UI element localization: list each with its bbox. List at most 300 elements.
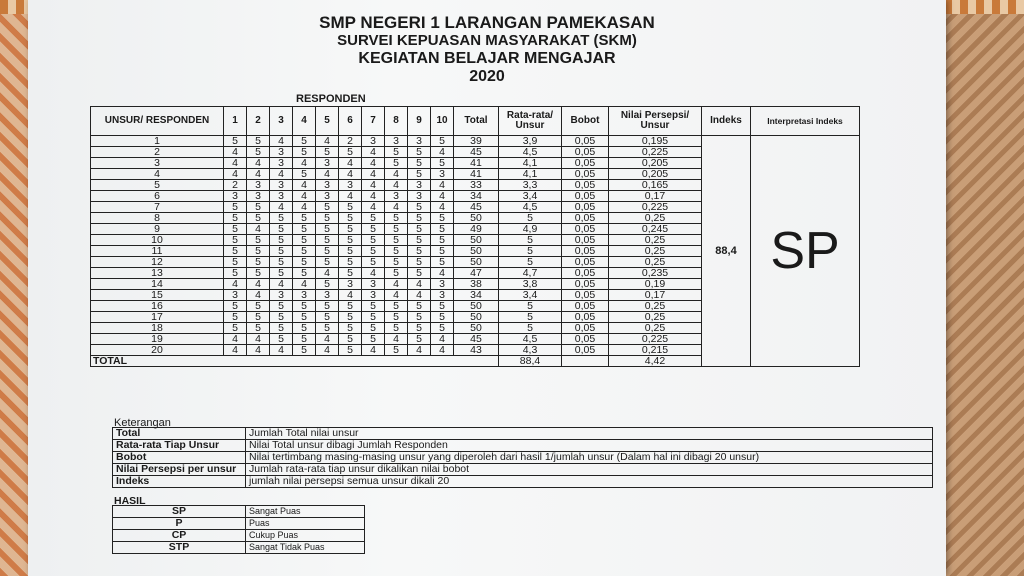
unsur-cell: 10 (91, 235, 224, 246)
score-cell: 4 (247, 158, 270, 169)
score-cell: 5 (408, 257, 431, 268)
score-cell: 3 (362, 290, 385, 301)
score-cell: 4 (385, 279, 408, 290)
indeks-value: 88,4 (702, 136, 751, 367)
total-cell: 45 (454, 334, 499, 345)
unsur-cell: 1 (91, 136, 224, 147)
interpretasi-value: SP (751, 136, 860, 367)
total-cell: 43 (454, 345, 499, 356)
score-cell: 5 (385, 301, 408, 312)
score-cell: 4 (431, 268, 454, 279)
score-cell: 5 (431, 257, 454, 268)
score-cell: 5 (339, 334, 362, 345)
bobot-cell: 0,05 (562, 268, 609, 279)
col-responden-4: 4 (293, 107, 316, 136)
score-cell: 3 (270, 290, 293, 301)
score-cell: 4 (385, 180, 408, 191)
bobot-cell: 0,05 (562, 213, 609, 224)
unsur-cell: 4 (91, 169, 224, 180)
keterangan-title: Keterangan (114, 417, 171, 429)
score-cell: 3 (316, 180, 339, 191)
bobot-cell: 0,05 (562, 312, 609, 323)
score-cell: 4 (316, 345, 339, 356)
score-cell: 5 (247, 235, 270, 246)
score-cell: 5 (362, 312, 385, 323)
score-cell: 3 (408, 136, 431, 147)
score-cell: 5 (385, 158, 408, 169)
score-cell: 5 (247, 257, 270, 268)
keterangan-key: Rata-rata Tiap Unsur (113, 440, 246, 452)
rata-cell: 4,5 (499, 147, 562, 158)
bobot-cell: 0,05 (562, 279, 609, 290)
score-cell: 4 (385, 202, 408, 213)
score-cell: 5 (362, 323, 385, 334)
score-cell: 5 (385, 224, 408, 235)
score-cell: 4 (408, 290, 431, 301)
score-cell: 5 (431, 235, 454, 246)
keterangan-row (113, 464, 933, 476)
col-interpretasi: Interpretasi Indeks (751, 107, 860, 136)
score-cell: 5 (316, 279, 339, 290)
bobot-cell: 0,05 (562, 147, 609, 158)
score-cell: 4 (385, 290, 408, 301)
score-cell: 5 (408, 169, 431, 180)
score-cell: 5 (247, 147, 270, 158)
score-cell: 5 (293, 345, 316, 356)
bobot-cell: 0,05 (562, 257, 609, 268)
score-cell: 4 (247, 169, 270, 180)
bobot-cell: 0,05 (562, 224, 609, 235)
score-cell: 5 (247, 246, 270, 257)
score-cell: 5 (316, 312, 339, 323)
nilai-cell: 0,225 (609, 334, 702, 345)
nilai-cell: 0,215 (609, 345, 702, 356)
score-cell: 4 (362, 345, 385, 356)
keterangan-row (113, 476, 933, 488)
responden-label: RESPONDEN (296, 93, 366, 105)
score-cell: 5 (408, 202, 431, 213)
nilai-cell: 0,225 (609, 202, 702, 213)
col-responden-9: 9 (408, 107, 431, 136)
score-cell: 5 (385, 345, 408, 356)
bobot-cell: 0,05 (562, 334, 609, 345)
table-header-row (91, 107, 860, 136)
total-cell: 50 (454, 213, 499, 224)
score-cell: 4 (362, 180, 385, 191)
score-cell: 5 (247, 323, 270, 334)
score-cell: 3 (339, 180, 362, 191)
col-nilai: Nilai Persepsi/ Unsur (609, 107, 702, 136)
score-cell: 4 (316, 169, 339, 180)
score-cell: 5 (408, 301, 431, 312)
bobot-cell: 0,05 (562, 235, 609, 246)
score-cell: 3 (431, 169, 454, 180)
table-row (91, 136, 860, 147)
score-cell: 4 (293, 279, 316, 290)
score-cell: 5 (408, 312, 431, 323)
hasil-row (113, 518, 365, 530)
score-cell: 5 (316, 213, 339, 224)
bobot-cell: 0,05 (562, 301, 609, 312)
keterangan-row (113, 440, 933, 452)
score-cell: 4 (224, 279, 247, 290)
score-cell: 5 (385, 246, 408, 257)
score-cell: 5 (339, 268, 362, 279)
score-cell: 4 (431, 180, 454, 191)
score-cell: 5 (362, 213, 385, 224)
bobot-cell: 0,05 (562, 345, 609, 356)
total-cell: 50 (454, 257, 499, 268)
score-cell: 5 (270, 213, 293, 224)
total-cell: 50 (454, 235, 499, 246)
score-cell: 4 (339, 290, 362, 301)
score-cell: 5 (224, 224, 247, 235)
score-cell: 4 (224, 169, 247, 180)
total-rata: 88,4 (499, 356, 562, 367)
total-cell: 50 (454, 246, 499, 257)
score-cell: 2 (339, 136, 362, 147)
score-cell: 3 (339, 279, 362, 290)
score-cell: 3 (247, 180, 270, 191)
score-cell: 5 (339, 246, 362, 257)
table-body (91, 136, 860, 367)
survey-title: SURVEI KEPUASAN MASYARAKAT (SKM) (337, 32, 637, 49)
unsur-cell: 8 (91, 213, 224, 224)
unsur-cell: 5 (91, 180, 224, 191)
nilai-cell: 0,25 (609, 312, 702, 323)
nilai-cell: 0,17 (609, 191, 702, 202)
col-rata: Rata-rata/ Unsur (499, 107, 562, 136)
score-cell: 5 (408, 323, 431, 334)
bobot-cell: 0,05 (562, 191, 609, 202)
score-cell: 3 (270, 191, 293, 202)
score-cell: 5 (316, 323, 339, 334)
score-cell: 5 (293, 268, 316, 279)
col-responden-3: 3 (270, 107, 293, 136)
score-cell: 5 (316, 202, 339, 213)
score-cell: 4 (362, 169, 385, 180)
score-cell: 4 (362, 191, 385, 202)
total-bobot-empty (562, 356, 609, 367)
col-responden-7: 7 (362, 107, 385, 136)
nilai-cell: 0,25 (609, 257, 702, 268)
score-cell: 5 (247, 268, 270, 279)
score-cell: 4 (270, 202, 293, 213)
score-cell: 5 (293, 334, 316, 345)
score-cell: 3 (362, 279, 385, 290)
keterangan-value: Jumlah rata-rata tiap unsur dikalikan nilai bobot (246, 464, 933, 476)
hasil-desc: Sangat Tidak Puas (246, 542, 365, 554)
score-cell: 5 (247, 202, 270, 213)
total-cell: 50 (454, 323, 499, 334)
hasil-code: P (113, 518, 246, 530)
rata-cell: 5 (499, 301, 562, 312)
bobot-cell: 0,05 (562, 323, 609, 334)
score-cell: 4 (293, 180, 316, 191)
score-cell: 5 (362, 246, 385, 257)
score-cell: 5 (247, 301, 270, 312)
total-cell: 49 (454, 224, 499, 235)
total-cell: 34 (454, 290, 499, 301)
score-cell: 5 (316, 257, 339, 268)
total-nilai: 4,42 (609, 356, 702, 367)
unsur-cell: 14 (91, 279, 224, 290)
keterangan-key: Indeks (113, 476, 246, 488)
rata-cell: 4,9 (499, 224, 562, 235)
total-cell: 41 (454, 169, 499, 180)
rata-cell: 4,1 (499, 169, 562, 180)
score-cell: 5 (293, 224, 316, 235)
score-cell: 5 (247, 136, 270, 147)
score-cell: 5 (224, 235, 247, 246)
rata-cell: 3,4 (499, 290, 562, 301)
score-cell: 5 (293, 235, 316, 246)
nilai-cell: 0,235 (609, 268, 702, 279)
col-unsur: UNSUR/ RESPONDEN (91, 107, 224, 136)
col-total: Total (454, 107, 499, 136)
score-cell: 5 (293, 136, 316, 147)
unsur-cell: 15 (91, 290, 224, 301)
score-cell: 5 (339, 202, 362, 213)
score-cell: 3 (316, 158, 339, 169)
hasil-desc: Cukup Puas (246, 530, 365, 542)
score-cell: 5 (270, 224, 293, 235)
nilai-cell: 0,205 (609, 169, 702, 180)
score-cell: 5 (270, 301, 293, 312)
score-cell: 5 (339, 224, 362, 235)
rata-cell: 5 (499, 235, 562, 246)
score-cell: 2 (224, 180, 247, 191)
score-cell: 3 (362, 136, 385, 147)
background-cloth-right (944, 0, 1024, 576)
rata-cell: 3,9 (499, 136, 562, 147)
score-cell: 5 (431, 158, 454, 169)
year: 2020 (469, 68, 505, 85)
score-cell: 4 (431, 334, 454, 345)
unsur-cell: 11 (91, 246, 224, 257)
nilai-cell: 0,19 (609, 279, 702, 290)
score-cell: 3 (408, 180, 431, 191)
score-cell: 5 (316, 147, 339, 158)
score-cell: 5 (385, 323, 408, 334)
score-cell: 3 (224, 290, 247, 301)
total-cell: 50 (454, 301, 499, 312)
score-cell: 4 (431, 191, 454, 202)
score-cell: 5 (339, 345, 362, 356)
rata-cell: 3,8 (499, 279, 562, 290)
score-cell: 4 (270, 136, 293, 147)
score-cell: 4 (431, 202, 454, 213)
score-cell: 5 (270, 257, 293, 268)
score-cell: 4 (247, 290, 270, 301)
score-cell: 5 (431, 312, 454, 323)
score-cell: 5 (293, 301, 316, 312)
score-cell: 4 (362, 202, 385, 213)
total-cell: 38 (454, 279, 499, 290)
hasil-row (113, 506, 365, 518)
unsur-cell: 9 (91, 224, 224, 235)
score-cell: 4 (224, 345, 247, 356)
score-cell: 5 (293, 246, 316, 257)
bobot-cell: 0,05 (562, 202, 609, 213)
score-cell: 5 (293, 323, 316, 334)
score-cell: 3 (385, 136, 408, 147)
nilai-cell: 0,205 (609, 158, 702, 169)
score-cell: 5 (431, 323, 454, 334)
score-cell: 4 (408, 279, 431, 290)
score-cell: 5 (293, 147, 316, 158)
score-cell: 5 (339, 147, 362, 158)
rata-cell: 3,4 (499, 191, 562, 202)
score-cell: 5 (316, 224, 339, 235)
total-cell: 50 (454, 312, 499, 323)
score-cell: 4 (293, 191, 316, 202)
score-cell: 5 (408, 213, 431, 224)
score-cell: 5 (408, 246, 431, 257)
bobot-cell: 0,05 (562, 169, 609, 180)
rata-cell: 5 (499, 246, 562, 257)
nilai-cell: 0,25 (609, 246, 702, 257)
score-cell: 5 (224, 202, 247, 213)
col-responden-1: 1 (224, 107, 247, 136)
col-indeks: Indeks (702, 107, 751, 136)
score-cell: 4 (247, 224, 270, 235)
nilai-cell: 0,195 (609, 136, 702, 147)
score-cell: 4 (247, 345, 270, 356)
score-cell: 3 (431, 279, 454, 290)
document-paper (28, 0, 946, 576)
score-cell: 3 (270, 147, 293, 158)
score-cell: 5 (408, 224, 431, 235)
score-cell: 5 (293, 213, 316, 224)
score-cell: 5 (339, 213, 362, 224)
score-cell: 5 (293, 312, 316, 323)
score-cell: 3 (247, 191, 270, 202)
score-cell: 5 (408, 268, 431, 279)
score-cell: 5 (224, 312, 247, 323)
score-cell: 5 (385, 147, 408, 158)
unsur-cell: 16 (91, 301, 224, 312)
score-cell: 4 (316, 268, 339, 279)
score-cell: 5 (224, 268, 247, 279)
score-cell: 4 (431, 147, 454, 158)
score-cell: 5 (385, 235, 408, 246)
score-cell: 5 (362, 334, 385, 345)
total-cell: 45 (454, 147, 499, 158)
unsur-cell: 19 (91, 334, 224, 345)
total-cell: 45 (454, 202, 499, 213)
score-cell: 4 (224, 158, 247, 169)
unsur-cell: 7 (91, 202, 224, 213)
score-cell: 4 (431, 345, 454, 356)
score-cell: 4 (316, 136, 339, 147)
hasil-title: HASIL (114, 495, 146, 507)
hasil-row (113, 542, 365, 554)
score-cell: 5 (408, 147, 431, 158)
keterangan-value: Nilai tertimbang masing-masing unsur yang diperoleh dari hasil 1/jumlah unsur (Dalam hal ini dibagi 20 unsur) (246, 452, 933, 464)
score-cell: 5 (224, 246, 247, 257)
nilai-cell: 0,245 (609, 224, 702, 235)
score-cell: 3 (316, 191, 339, 202)
score-cell: 5 (316, 235, 339, 246)
score-cell: 5 (293, 169, 316, 180)
score-cell: 5 (385, 312, 408, 323)
rata-cell: 5 (499, 312, 562, 323)
col-bobot: Bobot (562, 107, 609, 136)
score-cell: 3 (431, 290, 454, 301)
score-cell: 3 (385, 191, 408, 202)
school-name: SMP NEGERI 1 LARANGAN PAMEKASAN (319, 13, 655, 32)
score-cell: 5 (431, 246, 454, 257)
keterangan-key: Total (113, 428, 246, 440)
nilai-cell: 0,25 (609, 235, 702, 246)
score-cell: 5 (270, 334, 293, 345)
score-cell: 5 (362, 224, 385, 235)
unsur-cell: 12 (91, 257, 224, 268)
score-cell: 3 (293, 290, 316, 301)
score-cell: 4 (270, 169, 293, 180)
bobot-cell: 0,05 (562, 246, 609, 257)
score-cell: 4 (339, 169, 362, 180)
score-cell: 4 (339, 158, 362, 169)
total-cell: 47 (454, 268, 499, 279)
score-cell: 5 (339, 312, 362, 323)
nilai-cell: 0,25 (609, 301, 702, 312)
unsur-cell: 20 (91, 345, 224, 356)
score-cell: 5 (293, 257, 316, 268)
survey-table (90, 106, 860, 367)
score-cell: 5 (362, 301, 385, 312)
score-cell: 4 (362, 268, 385, 279)
hasil-code: CP (113, 530, 246, 542)
total-cell: 33 (454, 180, 499, 191)
score-cell: 4 (339, 191, 362, 202)
score-cell: 5 (408, 334, 431, 345)
unsur-cell: 2 (91, 147, 224, 158)
keterangan-key: Nilai Persepsi per unsur (113, 464, 246, 476)
total-label: TOTAL (91, 356, 499, 367)
score-cell: 3 (270, 180, 293, 191)
score-cell: 5 (224, 301, 247, 312)
rata-cell: 4,5 (499, 334, 562, 345)
bobot-cell: 0,05 (562, 180, 609, 191)
unsur-cell: 6 (91, 191, 224, 202)
score-cell: 5 (339, 301, 362, 312)
score-cell: 4 (293, 158, 316, 169)
score-cell: 5 (385, 213, 408, 224)
keterangan-value: Jumlah Total nilai unsur (246, 428, 933, 440)
score-cell: 3 (270, 158, 293, 169)
score-cell: 5 (224, 213, 247, 224)
score-cell: 5 (316, 246, 339, 257)
score-cell: 5 (270, 268, 293, 279)
col-responden-5: 5 (316, 107, 339, 136)
hasil-code: STP (113, 542, 246, 554)
score-cell: 4 (270, 279, 293, 290)
keterangan-value: Nilai Total unsur dibagi Jumlah Responden (246, 440, 933, 452)
total-cell: 39 (454, 136, 499, 147)
keterangan-value: jumlah nilai persepsi semua unsur dikali 20 (246, 476, 933, 488)
col-responden-2: 2 (247, 107, 270, 136)
score-cell: 5 (431, 213, 454, 224)
score-cell: 3 (316, 290, 339, 301)
score-cell: 4 (385, 334, 408, 345)
document-header (28, 14, 946, 86)
score-cell: 5 (270, 246, 293, 257)
score-cell: 4 (362, 158, 385, 169)
unsur-cell: 18 (91, 323, 224, 334)
score-cell: 5 (270, 235, 293, 246)
